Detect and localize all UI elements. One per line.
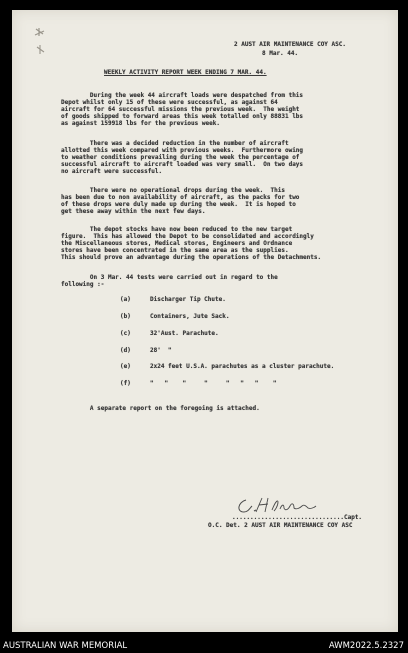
- paragraph-2-line: no aircraft were successful.: [61, 168, 163, 175]
- test-item-text: 2x24 feet U.S.A. parachutes as a cluster parachute.: [150, 363, 335, 370]
- paragraph-3-line: of these drops were duly made up during the week. It is hoped to: [61, 201, 296, 208]
- paragraph-5-line: following :-: [61, 281, 105, 288]
- test-item-label: (b): [120, 313, 131, 320]
- paragraph-1-line: of goods shipped to forward areas this week totalled only 88831 lbs: [61, 113, 304, 120]
- test-item-text: 28' ": [150, 347, 172, 354]
- paragraph-1-line: Depot whilst only 15 of these were successful, as against 64: [61, 99, 278, 106]
- test-item-label: (e): [120, 363, 131, 370]
- archive-reference: AWM2022.5.2327: [328, 641, 404, 651]
- archive-name: AUSTRALIAN WAR MEMORIAL: [3, 641, 128, 651]
- paragraph-4-line: the Miscellaneous stores, Medical stores, Engineers and Ordnance: [61, 240, 293, 247]
- report-title: WEEKLY ACTIVITY REPORT WEEK ENDING 7 MAR. 44.: [104, 69, 267, 76]
- paragraph-1-line: aircraft for 64 successful missions the previous week. The weight: [61, 106, 300, 113]
- signature-dots: ...............................Capt.: [232, 514, 363, 521]
- paragraph-2-line: allotted this week compared with previous weeks. Furthermore owing: [61, 147, 304, 154]
- paragraph-2-line: to weather conditions prevailing during the week the percentage of: [61, 154, 300, 161]
- paragraph-1-line: as against 159918 lbs for the previous week.: [61, 120, 220, 127]
- archive-footer-bar: [0, 640, 408, 653]
- test-item-text: " " " " " " " ": [150, 380, 277, 387]
- paragraph-4-line: figure. This has allowed the Depot to be consolidated and accordingly: [61, 233, 314, 240]
- letterhead-unit: 2 AUST AIR MAINTENANCE COY ASC.: [234, 41, 346, 48]
- paragraph-1-line: During the week 44 aircraft loads were despatched from this: [61, 92, 304, 99]
- test-item-text: Discharger Tip Chute.: [150, 296, 226, 303]
- paragraph-4-line: The depot stocks have now been reduced to the new target: [61, 226, 293, 233]
- paragraph-3-line: There were no operational drops during the week. This: [61, 187, 285, 194]
- test-item-label: (d): [120, 347, 131, 354]
- paragraph-4-line: This should prove an advantage during the operations of the Detachments.: [61, 254, 322, 261]
- test-item-label: (c): [120, 330, 131, 337]
- test-item-text: Containers, Jute Sack.: [150, 313, 230, 320]
- test-item-text: 32'Aust. Parachute.: [150, 330, 219, 337]
- pin-hole-mark: [30, 25, 50, 59]
- test-item-label: (f): [120, 380, 131, 387]
- paragraph-3-line: get these away within the next few days.: [61, 208, 206, 215]
- letterhead-date: 8 Mar. 44.: [262, 50, 299, 57]
- paragraph-2-line: successful aircraft to aircraft loaded was very small. On two days: [61, 161, 304, 168]
- test-item-label: (a): [120, 296, 131, 303]
- closing-line: A separate report on the foregoing is attached.: [61, 405, 260, 412]
- paragraph-5-line: On 3 Mar. 44 tests were carried out in regard to the: [61, 274, 278, 281]
- paragraph-4-line: stores have been concentrated in the same area as the supplies.: [61, 247, 289, 254]
- paragraph-2-line: There was a decided reduction in the number of aircraft: [61, 140, 289, 147]
- paragraph-3-line: has been due to non availability of aircraft, as the packs for two: [61, 194, 300, 201]
- signatory-title: O.C. Det. 2 AUST AIR MAINTENANCE COY ASC: [208, 522, 353, 529]
